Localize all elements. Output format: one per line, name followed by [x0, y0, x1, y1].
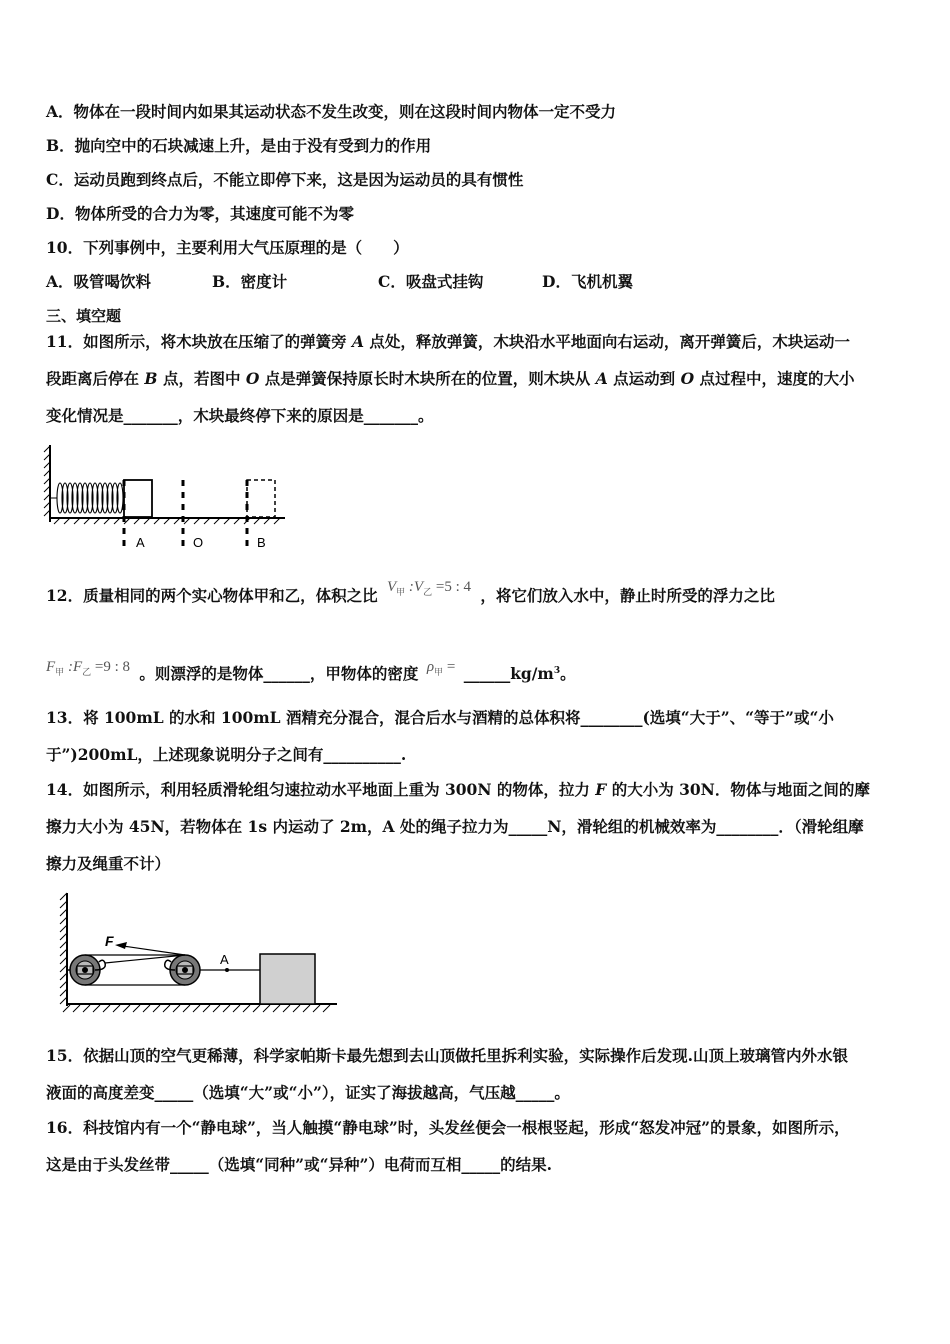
q11-line-1	[46, 332, 850, 352]
q11-var-a: A	[595, 369, 608, 388]
q14-text: 的大小为 30N．物体与地面之间的摩	[611, 780, 870, 799]
math-symbol: :	[408, 579, 414, 595]
q9-option-d: D．物体所受的合力为零，其速度可能不为零	[46, 204, 354, 223]
point-label-a: A	[220, 952, 229, 967]
pulley-figure	[55, 888, 345, 1018]
q9-option-c: C．运动员跑到终点后，不能立即停下来，这是因为运动员的具有惯性	[46, 170, 524, 189]
q11-text: 段距离后停在	[46, 369, 140, 388]
q10-option-b: B．密度计	[212, 272, 288, 291]
q11-text: 点过程中，速度的大小	[699, 369, 855, 388]
superscript: 3	[553, 666, 561, 676]
q11-var-b: B	[144, 369, 158, 388]
q14-text: 14．如图所示，利用轻质滑轮组匀速拉动水平地面上重为 300N 的物体，拉力	[46, 780, 590, 799]
q14-line-3: 擦力及绳重不计）	[46, 854, 171, 873]
force-label-f: F	[105, 933, 114, 949]
q11-text: 点运动到	[613, 369, 676, 388]
q10-option-a: A．吸管喝饮料	[46, 272, 152, 291]
q12-text: 12．质量相同的两个实心物体甲和乙，体积之比	[46, 586, 378, 605]
math-symbol: V	[386, 579, 397, 595]
math-symbol: ρ	[426, 659, 435, 676]
q9-option-b: B．抛向空中的石块减速上升，是由于没有受到力的作用	[46, 136, 432, 155]
q14-var-f: F	[595, 780, 607, 799]
math-symbol: =	[446, 659, 456, 676]
math-subscript: 乙	[82, 667, 92, 678]
q13-line-1: 13．将 100mL 的水和 100mL 酒精充分混合，混合后水与酒精的总体积将________(选填“大于”、“等于”或“小	[46, 708, 834, 727]
math-subscript: 乙	[423, 587, 433, 597]
q11-text: 点，若图中	[162, 369, 241, 388]
q16-line-1: 16．科技馆内有一个“静电球”，当人触摸“静电球”时，头发丝便会一根根竖起，形成“怒发冲冠”的景象，如图所示，	[46, 1118, 850, 1137]
q14-line-1	[46, 780, 870, 800]
q16-line-2: 这是由于头发丝带_____（选填“同种”或“异种”）电荷而互相_____的结果.	[46, 1155, 553, 1174]
q15-line-2: 液面的高度差变_____（选填“大”或“小”），证实了海拔越高，气压越_____。	[46, 1083, 570, 1102]
q12-line-1	[46, 579, 775, 612]
fig-label-b: B	[257, 535, 266, 550]
force-ratio	[46, 659, 134, 678]
q15-line-1: 15．依据山顶的空气更稀薄，科学家帕斯卡最先想到去山顶做托里拆利实验，实际操作后发现.山顶上玻璃管内外水银	[46, 1046, 848, 1065]
density-symbol	[424, 659, 458, 678]
q11-line-3: 变化情况是_______，木块最终停下来的原因是_______。	[46, 406, 434, 425]
q11-text: 点处，释放弹簧，木块沿水平地面向右运动，离开弹簧后，木块运动一	[369, 332, 850, 351]
q11-line-2	[46, 369, 855, 389]
math-value: =5 : 4	[435, 579, 471, 595]
math-symbol: F	[46, 659, 56, 676]
spring-block-figure	[40, 440, 290, 555]
section-title: 三、填空题	[46, 307, 122, 325]
math-symbol: :	[67, 659, 73, 676]
q9-option-a: A．物体在一段时间内如果其运动状态不发生改变，则在这段时间内物体一定不受力	[46, 102, 617, 121]
q11-var-a: A	[351, 332, 365, 351]
fig-label-o: O	[193, 535, 204, 550]
q11-text: 11．如图所示，将木块放在压缩了的弹簧旁	[46, 332, 347, 351]
q13-line-2: 于”)200mL，上述现象说明分子之间有__________.	[46, 745, 407, 764]
math-symbol: F	[72, 659, 83, 676]
q12-text: 。	[560, 664, 576, 684]
q10-option-d: D．飞机机翼	[542, 272, 633, 291]
fig-label-a: A	[136, 535, 145, 550]
q11-var-o: O	[245, 369, 260, 388]
math-subscript: 甲	[434, 667, 444, 678]
q12-text: 。则漂浮的是物体______，甲物体的密度	[139, 664, 419, 684]
math-value: =9 : 8	[94, 659, 131, 676]
q11-text: 点是弹簧保持原长时木块所在的位置，则木块从	[264, 369, 591, 388]
q10-stem: 10．下列事例中，主要利用大气压原理的是（ ）	[46, 238, 409, 257]
q11-var-o: O	[680, 369, 695, 388]
math-subscript: 甲	[55, 667, 65, 678]
q12-text: ，将它们放入水中，静止时所受的浮力之比	[480, 586, 775, 605]
q14-line-2: 擦力大小为 45N，若物体在 1s 内运动了 2m，A 处的绳子拉力为_____N，滑轮组的机械效率为________．（滑轮组摩	[46, 817, 864, 836]
volume-ratio	[383, 579, 475, 595]
math-subscript: 甲	[396, 587, 406, 597]
q12-text: ______kg/m	[463, 664, 554, 684]
q10-option-c: C．吸盘式挂钩	[378, 272, 484, 291]
math-symbol: V	[413, 579, 424, 595]
q12-line-2	[46, 661, 576, 690]
